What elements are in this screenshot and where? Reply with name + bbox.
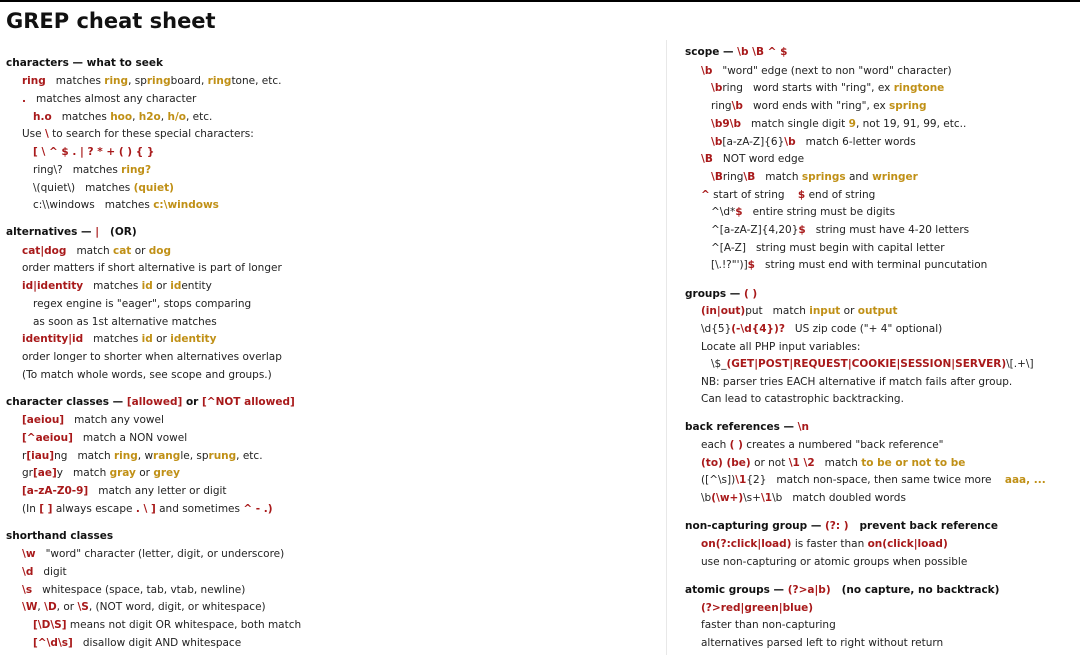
line-not-wds: \W, \D, or \S, (NOT word, digit, or whitespace) xyxy=(22,601,266,613)
line-six-letter: \b[a-zA-Z]{6}\b match 6-letter words xyxy=(711,136,916,148)
line-order-matters: order matters if short alternative is part of longer xyxy=(22,262,282,274)
section-heading-noncap: non-capturing group — (?: ) prevent back reference xyxy=(685,520,999,532)
line-aeiou: [aeiou] match any vowel xyxy=(22,414,164,426)
line-escape-in-brackets: (In [ ] always escape . \ ] and sometimes ^ - .) xyxy=(22,503,273,515)
line-capital: ^[A-Z] string must begin with capital letter xyxy=(711,242,945,254)
line-each-group: each ( ) creates a numbered "back reference" xyxy=(701,439,944,451)
line-all-digits: ^\d*$ entire string must be digits xyxy=(711,206,896,218)
line-identity-id: identity|id matches id or identity xyxy=(22,333,217,345)
line-zip: \d{5}(-\d{4})? US zip code ("+ 4" optional) xyxy=(701,323,943,335)
line-cat-dog: cat|dog match cat or dog xyxy=(22,245,172,257)
line-windows: c:\\windows matches c:\windows xyxy=(33,199,219,211)
line-in-out-put: (in|out)put match input or output xyxy=(701,305,898,317)
line-parsed: alternatives parsed left to right without return xyxy=(701,637,944,649)
line-doubled-words: \b(\w+)\s+\1\b match doubled words xyxy=(701,492,906,504)
line-php-vars: \$_(GET|POST|REQUEST|COOKIE|SESSION|SERVER)\[.+\] xyxy=(711,358,1034,370)
line-eager: regex engine is "eager", stops comparing xyxy=(33,298,252,310)
line-w: \w "word" character (letter, digit, or underscore) xyxy=(22,548,285,560)
line-non-space: ([^\s])\1{2} match non-space, then same twice more aaa, ... xyxy=(701,474,1046,486)
line-id-identity: id|identity matches id or identity xyxy=(22,280,212,292)
section-heading-characters: characters — what to seek xyxy=(6,57,163,69)
line-not-aeiou: [^aeiou] match a NON vowel xyxy=(22,432,188,444)
section-heading-classes: character classes — [allowed] or [^NOT allowed] xyxy=(6,396,295,408)
line-not-d-s: [^\d\s] disallow digit AND whitespace xyxy=(33,637,242,649)
line-atomic-example: (?>red|green|blue) xyxy=(701,602,814,614)
line-b9b: \b9\b match single digit 9, not 19, 91, 99, etc.. xyxy=(711,118,967,130)
line-onclick: on(?:click|load) is faster than on(click|load) xyxy=(701,538,948,550)
line-gray-grey: gr[ae]y match gray or grey xyxy=(22,467,181,479)
line-backtracking: Can lead to catastrophic backtracking. xyxy=(701,393,904,405)
line-dot: . matches almost any character xyxy=(22,93,197,105)
line-B: \B NOT word edge xyxy=(701,153,805,165)
section-heading-backrefs: back references — \n xyxy=(685,421,809,433)
section-heading-atomic: atomic groups — (?>a|b) (no capture, no backtrack) xyxy=(685,584,1000,596)
line-h-o: h.o matches hoo, h2o, h/o, etc. xyxy=(33,111,213,123)
section-heading-groups: groups — ( ) xyxy=(685,288,758,300)
line-ring: ring matches ring, springboard, ringtone, etc. xyxy=(22,75,282,87)
special-characters: [ \ ^ $ . | ? * + ( ) { } xyxy=(33,146,155,158)
line-b-ring: \bring word starts with "ring", ex ringtone xyxy=(711,82,945,94)
line-d: \d digit xyxy=(22,566,67,578)
line-use-escape: Use \ to search for these special characters: xyxy=(22,128,254,140)
page-title: GREP cheat sheet xyxy=(6,9,216,33)
line-D-S: [\D\S] means not digit OR whitespace, both match xyxy=(33,619,302,631)
line-b-edge: \b "word" edge (next to non "word" character) xyxy=(701,65,952,77)
line-BringB: \Bring\B match springs and wringer xyxy=(711,171,918,183)
top-border xyxy=(0,0,1080,2)
section-heading-alternatives: alternatives — | (OR) xyxy=(6,226,137,238)
line-r-iau-ng: r[iau]ng match ring, wrangle, sprung, etc. xyxy=(22,450,263,462)
line-punctuation: [\.!?"')]$ string must end with terminal puncutation xyxy=(711,259,988,271)
line-order-longer: order longer to shorter when alternatives overlap xyxy=(22,351,282,363)
line-use-noncap: use non-capturing or atomic groups when possible xyxy=(701,556,968,568)
line-nb-parser: NB: parser tries EACH alternative if match fails after group. xyxy=(701,376,1013,388)
line-4-20-letters: ^[a-zA-Z]{4,20}$ string must have 4-20 letters xyxy=(711,224,970,236)
line-alnum: [a-zA-Z0-9] match any letter or digit xyxy=(22,485,227,497)
column-divider xyxy=(666,40,667,655)
line-quiet: \(quiet\) matches (quiet) xyxy=(33,182,174,194)
line-s: \s whitespace (space, tab, vtab, newline) xyxy=(22,584,246,596)
line-whole-words: (To match whole words, see scope and groups.) xyxy=(22,369,272,381)
line-first-match: as soon as 1st alternative matches xyxy=(33,316,217,328)
line-ring-question: ring\? matches ring? xyxy=(33,164,152,176)
section-heading-shorthand: shorthand classes xyxy=(6,530,114,542)
line-faster: faster than non-capturing xyxy=(701,619,836,631)
line-ring-b: ring\b word ends with "ring", ex spring xyxy=(711,100,927,112)
line-php-intro: Locate all PHP input variables: xyxy=(701,341,861,353)
section-heading-scope: scope — \b \B ^ $ xyxy=(685,46,788,58)
line-start-end: ^ start of string $ end of string xyxy=(701,189,876,201)
line-to-be: (to) (be) or not \1 \2 match to be or not to be xyxy=(701,457,966,469)
